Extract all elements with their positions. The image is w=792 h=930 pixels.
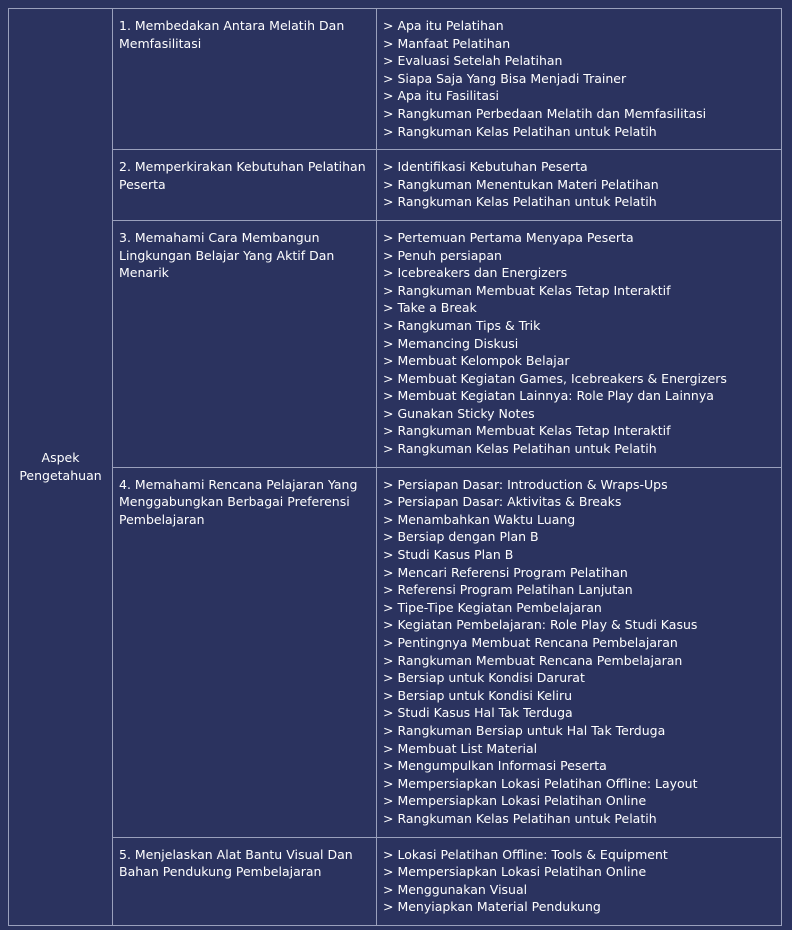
list-item: > Menambahkan Waktu Luang [383, 511, 576, 527]
list-item: > Apa itu Pelatihan [383, 18, 504, 33]
table-row [9, 150, 782, 221]
table-row [9, 837, 782, 925]
list-item: > Menyiapkan Material Pendukung [383, 899, 601, 915]
list-item: > Pentingnya Membuat Rencana Pembelajaran [383, 635, 678, 650]
list-item: > Apa itu Fasilitasi [383, 88, 500, 104]
list-item: > Rangkuman Tips & Trik [383, 317, 541, 333]
list-item: > Studi Kasus Plan B [383, 547, 514, 563]
list-item: > Take a Break [383, 300, 477, 316]
list-item: > Bersiap untuk Kondisi Keliru [383, 687, 573, 703]
item-list [383, 158, 775, 211]
list-item: > Rangkuman Membuat Kelas Tetap Interaktif [383, 282, 671, 298]
list-item: > Memancing Diskusi [383, 335, 519, 351]
items-cell [377, 837, 782, 925]
list-item: > Rangkuman Kelas Pelatihan untuk Pelatih [383, 441, 657, 457]
table-row [9, 9, 782, 150]
list-item: > Mempersiapkan Lokasi Pelatihan Online [383, 864, 647, 880]
curriculum-table [8, 8, 782, 926]
topic-title: 4. Memahami Rencana Pelajaran Yang Menggabungkan Berbagai Preferensi Pembelajaran [119, 476, 358, 527]
list-item: > Identifikasi Kebutuhan Peserta [383, 159, 588, 175]
items-cell [377, 9, 782, 150]
list-item: > Menggunakan Visual [383, 881, 528, 897]
list-item: > Manfaat Pelatihan [383, 35, 511, 51]
list-item: > Rangkuman Membuat Rencana Pembelajaran [383, 652, 683, 668]
list-item: > Membuat Kegiatan Lainnya: Role Play dan Lainnya [383, 388, 714, 404]
topic-cell [113, 9, 377, 150]
list-item: > Mempersiapkan Lokasi Pelatihan Online [383, 793, 647, 809]
table-row [9, 467, 782, 837]
list-item: > Membuat List Material [383, 740, 538, 756]
table-row [9, 220, 782, 467]
curriculum-table-body [9, 9, 782, 926]
item-list [383, 476, 775, 828]
list-item: > Referensi Program Pelatihan Lanjutan [383, 582, 633, 598]
list-item: > Persiapan Dasar: Introduction & Wraps-Ups [383, 476, 668, 492]
topic-cell [113, 150, 377, 221]
list-item: > Lokasi Pelatihan Offline: Tools & Equipment [383, 846, 668, 862]
list-item: > Mengumpulkan Informasi Peserta [383, 758, 607, 774]
list-item: > Rangkuman Kelas Pelatihan untuk Pelatih [383, 194, 657, 210]
list-item: > Rangkuman Kelas Pelatihan untuk Pelatih [383, 123, 657, 139]
list-item: > Bersiap dengan Plan B [383, 529, 539, 545]
list-item: > Persiapan Dasar: Aktivitas & Breaks [383, 494, 622, 510]
topic-title: 1. Membedakan Antara Melatih Dan Memfasilitasi [119, 18, 345, 51]
list-item: > Rangkuman Bersiap untuk Hal Tak Terduga [383, 722, 666, 738]
topic-cell [113, 837, 377, 925]
item-list [383, 846, 775, 916]
list-item: > Rangkuman Membuat Kelas Tetap Interaktif [383, 423, 671, 439]
list-item: > Membuat Kegiatan Games, Icebreakers & Energizers [383, 370, 727, 386]
list-item: > Pertemuan Pertama Menyapa Peserta [383, 229, 634, 245]
topic-title: 5. Menjelaskan Alat Bantu Visual Dan Bahan Pendukung Pembelajaran [119, 846, 353, 880]
items-cell [377, 150, 782, 221]
list-item: > Rangkuman Menentukan Materi Pelatihan [383, 176, 659, 192]
items-cell [377, 467, 782, 837]
list-item: > Rangkuman Perbedaan Melatih dan Memfasilitasi [383, 105, 707, 121]
item-list [383, 17, 775, 140]
list-item: > Gunakan Sticky Notes [383, 405, 535, 421]
items-cell [377, 220, 782, 467]
list-item: > Tipe-Tipe Kegiatan Pembelajaran [383, 599, 602, 615]
aspect-label-line1: Aspek [41, 450, 80, 466]
topic-cell [113, 220, 377, 467]
item-list [383, 229, 775, 458]
aspect-label-line2: Pengetahuan [19, 467, 102, 483]
aspect-cell [9, 9, 113, 926]
list-item: > Rangkuman Kelas Pelatihan untuk Pelatih [383, 810, 657, 826]
list-item: > Penuh persiapan [383, 247, 502, 263]
list-item: > Studi Kasus Hal Tak Terduga [383, 705, 573, 721]
list-item: > Mempersiapkan Lokasi Pelatihan Offline: Layout [383, 775, 698, 791]
topic-cell [113, 467, 377, 837]
list-item: > Kegiatan Pembelajaran: Role Play & Studi Kasus [383, 617, 698, 633]
list-item: > Membuat Kelompok Belajar [383, 353, 570, 369]
list-item: > Mencari Referensi Program Pelatihan [383, 564, 628, 580]
topic-title: 3. Memahami Cara Membangun Lingkungan Belajar Yang Aktif Dan Menarik [119, 229, 335, 281]
list-item: > Siapa Saja Yang Bisa Menjadi Trainer [383, 70, 627, 86]
list-item: > Icebreakers dan Energizers [383, 265, 568, 281]
topic-title: 2. Memperkirakan Kebutuhan Pelatihan Peserta [119, 159, 366, 192]
list-item: > Bersiap untuk Kondisi Darurat [383, 670, 585, 686]
list-item: > Evaluasi Setelah Pelatihan [383, 53, 563, 69]
